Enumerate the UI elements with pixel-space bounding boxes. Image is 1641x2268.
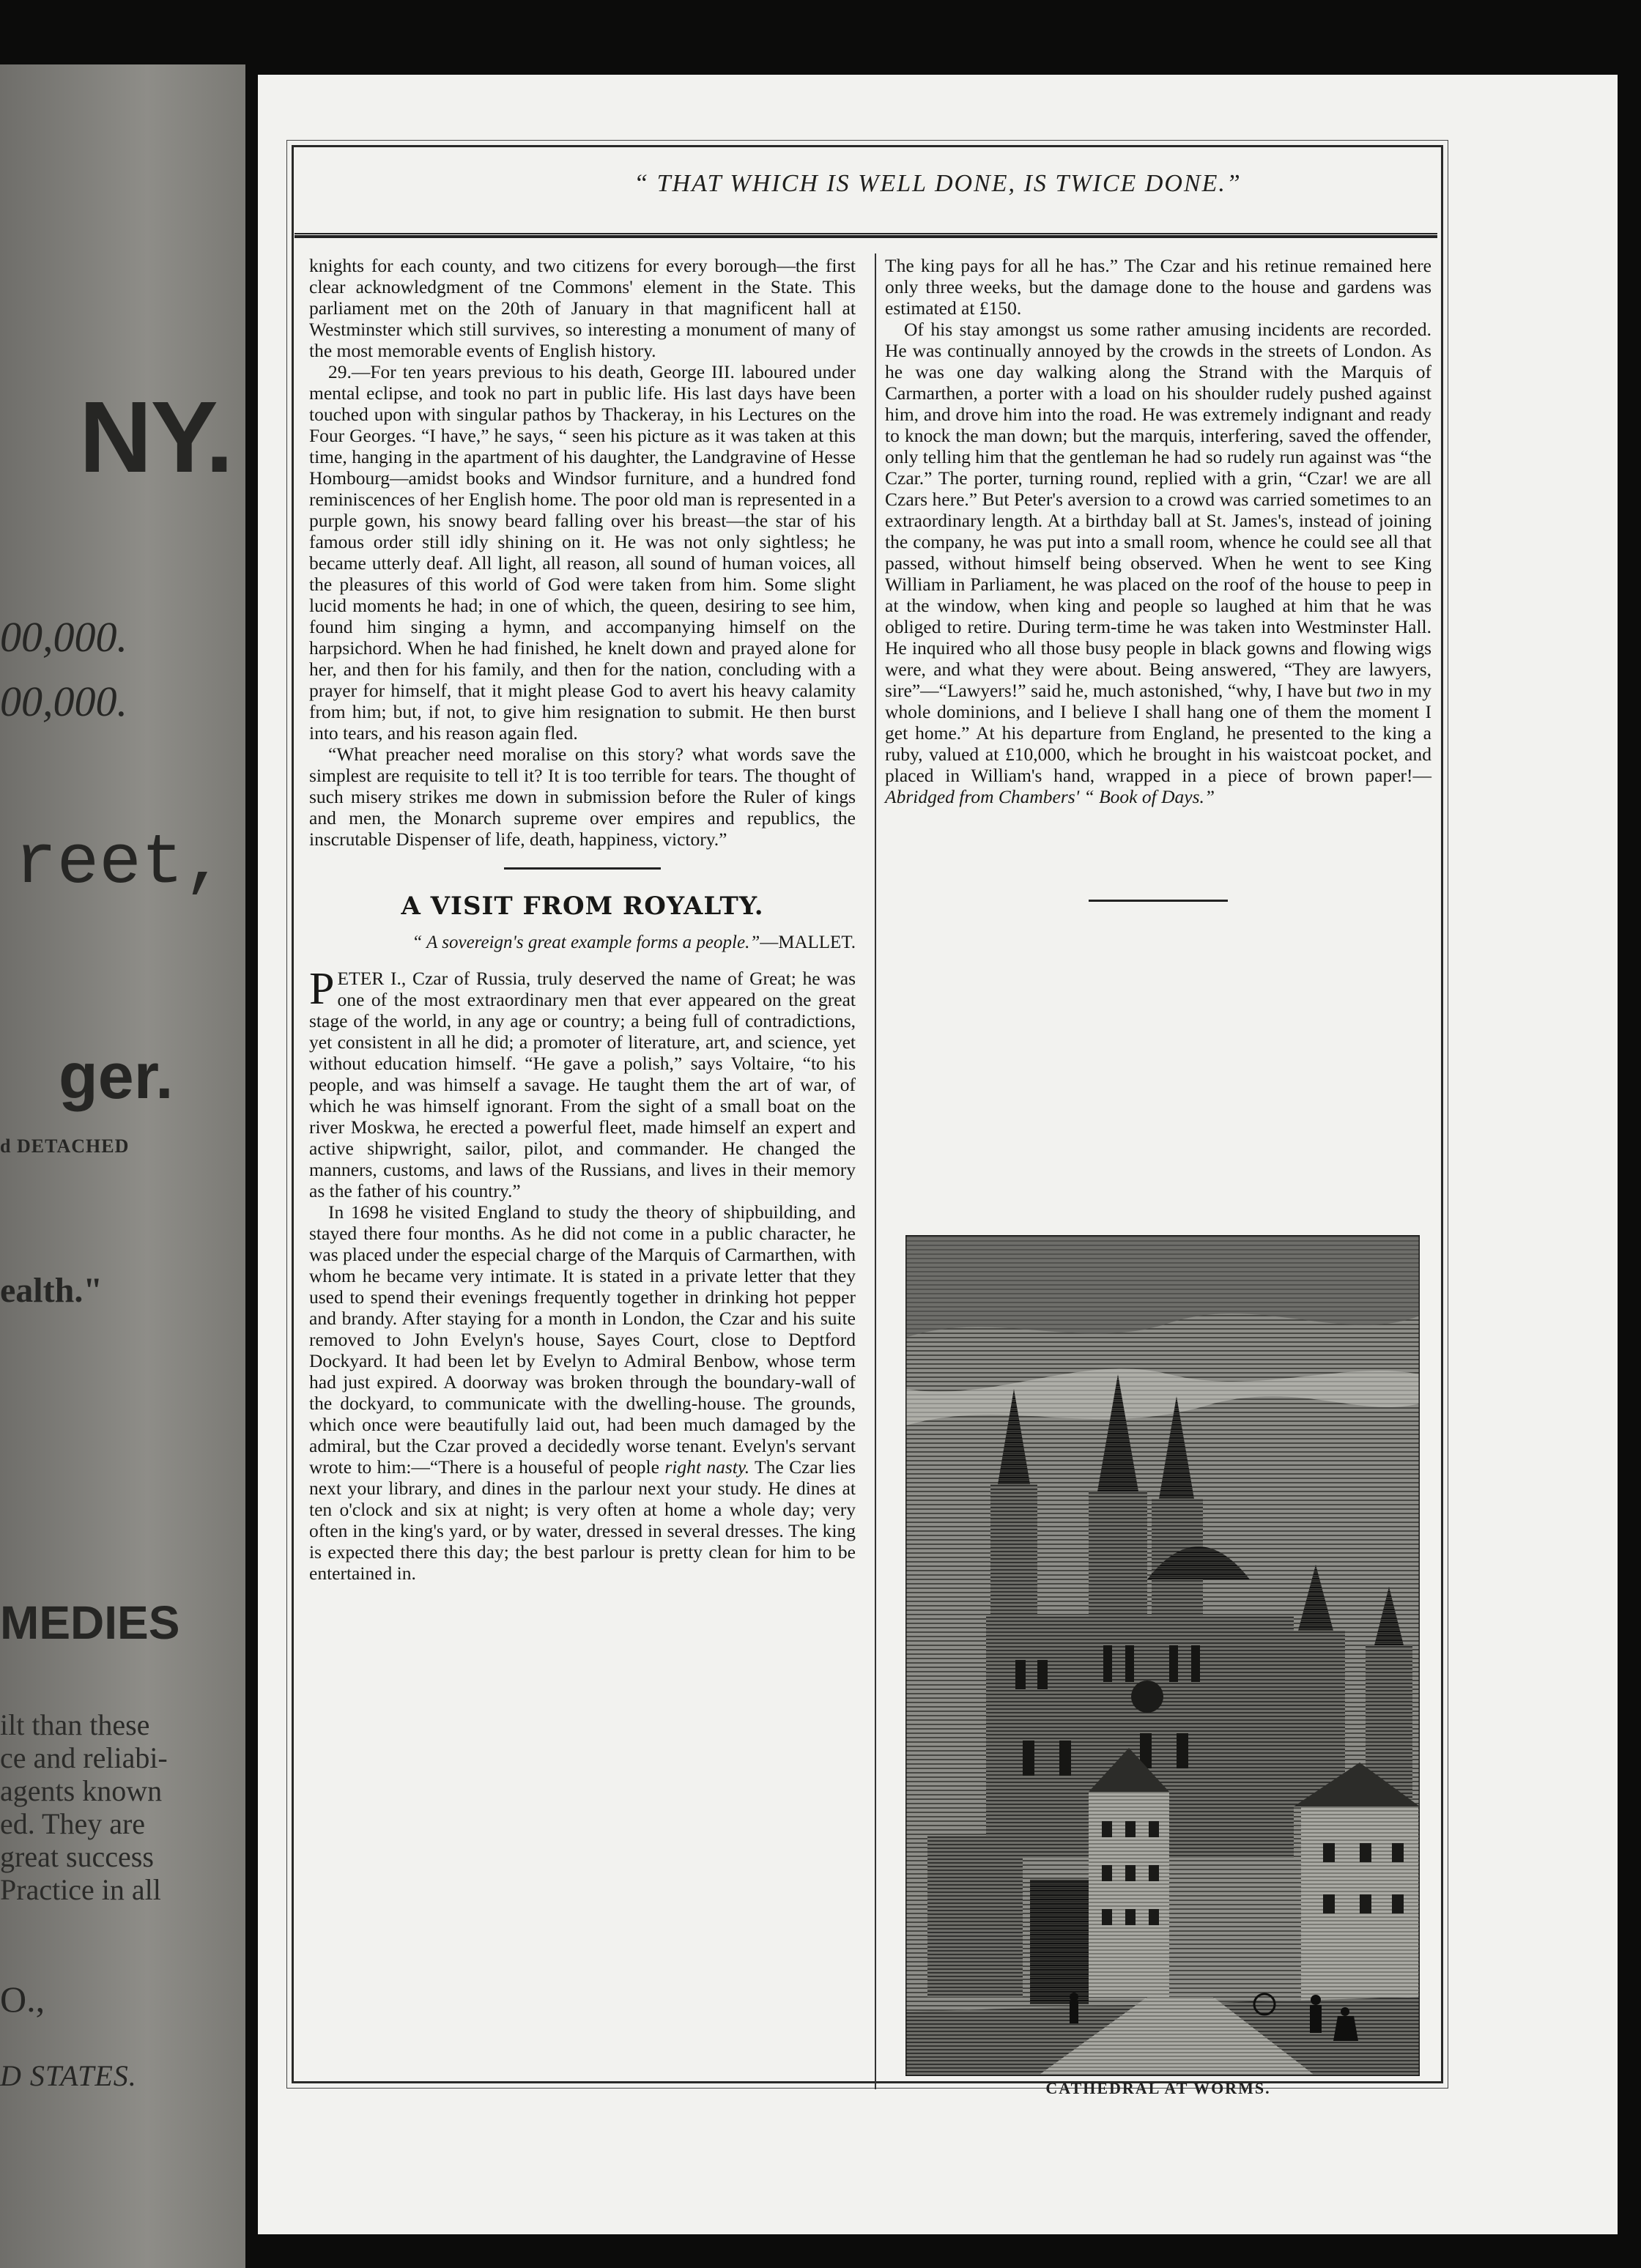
article-epigraph (309, 933, 856, 953)
adjacent-fragment: reet, (15, 823, 226, 903)
italic-text: right nasty. (664, 1456, 750, 1478)
adjacent-heading-fragment: MEDIES (0, 1596, 180, 1649)
source-citation: Abridged from Chambers' “ Book of Days.” (885, 786, 1215, 807)
right-column (885, 255, 1431, 902)
drop-cap: P (309, 964, 335, 1014)
adjacent-fragment: ger. (59, 1040, 174, 1112)
paragraph-text: The Czar lies next your library, and dines in the parlour next your study. He dines at ten o'clock and six at night; is very often at home a whole day; very often in the king's yard, or by water, dressed in several dresses. The king is expected there this day; the best parlour is pretty clean for him to be entertained in. (309, 1456, 856, 1584)
article-paragraph (885, 319, 1431, 807)
adjacent-fragment: D STATES. (0, 2059, 137, 2092)
adjacent-fragment: 00,000. (0, 678, 127, 725)
adjacent-heading-fragment: NY. (79, 381, 232, 494)
article-paragraph (309, 1201, 856, 1584)
paragraph-item-29: 29.—For ten years previous to his death, George III. laboured under mental eclipse, and took no part in public life. His last days have been touched upon with singular pathos by Thackeray, in his Lectures on the Four Georges. “I have,” he says, “ seen his picture as it was taken at this time, hanging in the apartment of his daughter, the Landgravine of Hesse Hombourg—amidst books and Windsor furniture, and a hundred fond reminiscences of her English home. The poor old man is represented in a purple gown, his snowy beard falling over his breast—the star of his famous order still idly shining on it. He was not only sightless; he became utterly deaf. All light, all reason, all sound of human voices, all the pleasures of this world of God were taken from him. Some slight lucid moments he had; in one of which, the queen, desiring to see him, found him singing a hymn, and accompanying himself on the harpsichord. When he had finished, he knelt down and prayed alone for her, and then for his family, and then for the nation, concluding with a prayer for himself, that it might please God to avert his heavy calamity from him; but, if not, to give him resignation to submit. He then burst into tears, and his reason again fled. (309, 361, 856, 744)
adjacent-fragment: d DETACHED (0, 1135, 130, 1157)
running-head-motto: “ THAT WHICH IS WELL DONE, IS TWICE DONE.” (634, 170, 1242, 197)
adjacent-line: agents known (0, 1774, 163, 1807)
header-rule (295, 233, 1437, 238)
adjacent-line: ilt than these (0, 1708, 150, 1741)
left-column (309, 255, 856, 1584)
page (258, 75, 1618, 2234)
paragraph-text: Of his stay amongst us some rather amusing incidents are recorded. He was continually annoyed by the crowds in the streets of London. As he was one day walking along the Strand with the Marquis of Carmarthen, a porter with a load on his shoulder rudely pushed against him, and drove him into the road. He was extremely indignant and ready to knock the man down; but the marquis, interfering, saved the offender, only telling him that the gentleman he had so rudely run against was “the Czar.” The porter, turning round, replied with a grin, “Czar! we are all Czars here.” But Peter's aversion to a crowd was carried sometimes to an extraordinary length. At a birthday ball at St. James's, instead of joining the company, he was put into a small room, whence he could see all that passed, without himself being observed. When he went to see King William in Parliament, he was placed on the roof of the house to peep in at the window, when king and people so laughed at him that he was obliged to retire. During term-time he was taken into Westminster Hall. He inquired who all those busy people in black gowns and flowing wigs were, and what they were about. Being answered, “They are lawyers, sire”—“Lawyers!” said he, much astonished, “why, I have but (885, 319, 1431, 701)
adjacent-fragment: ealth." (0, 1271, 103, 1310)
paragraph-text: ETER I., Czar of Russia, truly deserved the name of Great; he was one of the most extraordinary men that ever appeared on the great stage of the world, in any age or country; a being full of contradictions, yet consistent in all he did; a promoter of literature, art, and science, yet without education himself. “He gave a polish,” says Voltaire, “to his people, and was himself a savage. He taught them the art of war, of which he was himself ignorant. From the sight of a small boat on the river Moskwa, he erected a powerful fleet, made himself an expert and active shipwright, sailor, pilot, and commander. He changed the manners, customs, and laws of the Russians, and lives in their memory as the father of his country.” (309, 968, 856, 1201)
quote-paragraph: “What preacher need moralise on this story? what words save the simplest are requisite to tell it? It is too terrible for tears. The thought of such misery strikes me down in submission before the Ruler of kings and men, the Monarch supreme over empires and republics, the inscrutable Dispenser of life, death, happiness, victory.” (309, 744, 856, 850)
cathedral-engraving (905, 1235, 1420, 2076)
adjacent-page (0, 64, 245, 2268)
paragraph-text: In 1698 he visited England to study the theory of shipbuilding, and stayed there four months. As he did not come in a public character, he was placed under the especial charge of the Marquis of Carmarthen, with whom he became very intimate. It is stated in a private letter that they used to spend their evenings frequently together in drinking hot pepper and brandy. After staying for a month in London, the Czar and his suite removed to John Evelyn's house, Sayes Court, close to Deptford Dockyard. It had been let by Evelyn to Admiral Benbow, whose term had just expired. A doorway was broken through the boundary-wall of the dockyard, to communicate with the dwelling-house. The grounds, which once were beautifully laid out, had been much damaged by the admiral, but the Czar proved a decidedly worse tenant. Evelyn's servant wrote to him:—“There is a houseful of people (309, 1201, 856, 1478)
adjacent-line: Practice in all (0, 1873, 161, 1906)
section-rule (504, 867, 661, 870)
continued-paragraph: knights for each county, and two citizens for every borough—the first clear acknowledgment of tne Commons' element in the State. This parliament met on the 20th of January in that magnificent hall at Westminster which still survives, so interesting a monument of many of the most memorable events of English history. (309, 255, 856, 361)
adjacent-fragment: O., (0, 1979, 45, 2020)
adjacent-fragment: 00,000. (0, 613, 127, 661)
adjacent-line: ce and reliabi- (0, 1741, 168, 1774)
paragraph-text: in my whole dominions, and I believe I shall hang one of them the moment I get home.” At his departure from England, he presented to the king a ruby, valued at £10,000, which he brought in his waistcoat pocket, and placed in William's hand, wrapped in a piece of brown paper!— (885, 680, 1431, 786)
epigraph-author: —MALLET. (760, 933, 856, 952)
adjacent-line: ed. They are (0, 1807, 146, 1840)
article-paragraph (309, 964, 856, 1201)
column-divider (875, 253, 876, 2089)
epigraph-quote: “ A sovereign's great example forms a people.” (412, 933, 760, 952)
italic-text: two (1356, 680, 1384, 701)
adjacent-line: great success (0, 1840, 154, 1873)
section-rule (1089, 900, 1228, 902)
article-paragraph: The king pays for all he has.” The Czar and his retinue remained here only three weeks, but the damage done to the house and gardens was estimated at £150. (885, 255, 1431, 319)
illustration-caption: CATHEDRAL AT WORMS. (1045, 2079, 1271, 2097)
adjacent-body-text (0, 1708, 168, 1906)
article-title: A VISIT FROM ROYALTY. (401, 892, 764, 921)
